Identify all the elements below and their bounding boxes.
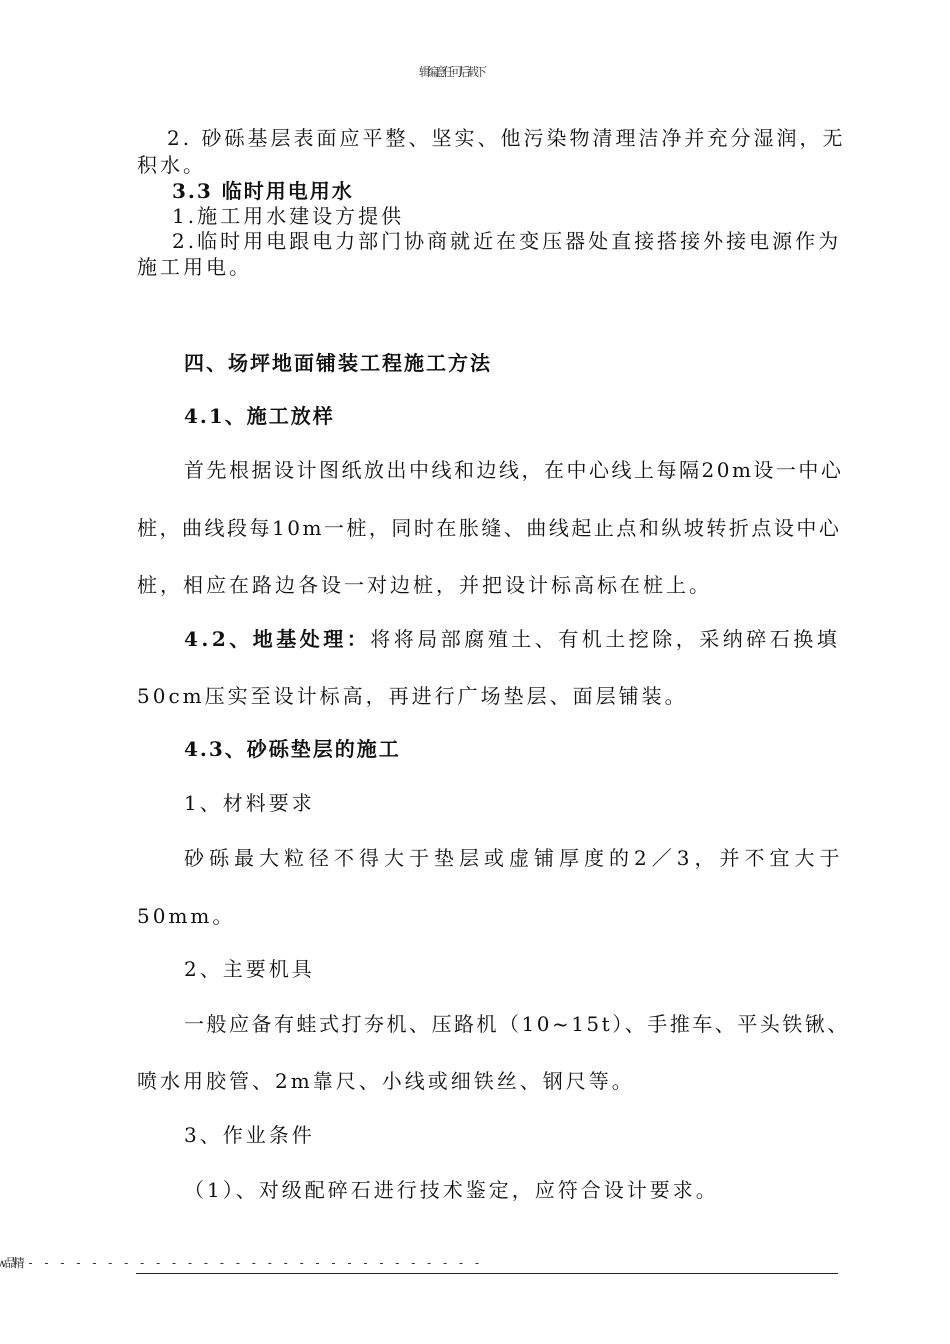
- section-heading-4: 四、场坪地面铺装工程施工方法: [184, 351, 492, 375]
- paragraph-line: 1.施工用水建设方提供: [172, 204, 405, 228]
- paragraph-line: 施工用电。: [137, 255, 252, 279]
- paragraph-line: 2. 砂砾基层表面应平整、坚实、他污染物清理洁净并充分湿润，无: [167, 126, 846, 150]
- paragraph-line: 砂砾最大粒径不得大于垫层或虚铺厚度的2／3，并不宜大于: [184, 846, 845, 870]
- paragraph-line: 50cm压实至设计标高，再进行广场垫层、面层铺装。: [137, 684, 688, 708]
- section-heading-4-3: 4.3、砂砾垫层的施工: [184, 737, 401, 761]
- paragraph-line: 桩，相应在路边各设一对边桩，并把设计标高标在桩上。: [137, 573, 712, 597]
- footer-rule: [136, 1273, 838, 1274]
- subheading-tools: 2、主要机具: [184, 957, 315, 981]
- paragraph-line: 喷水用胶管、2m靠尺、小线或细铁丝、钢尺等。: [137, 1069, 635, 1093]
- paragraph-line: 50mm。: [137, 904, 236, 928]
- section-heading-3-3: 3.3 临时用电用水: [172, 179, 354, 203]
- paragraph-line: 积水。: [137, 153, 206, 177]
- paragraph-text: 将将局部腐殖土、有机土挖除，采纳碎石换填: [370, 627, 841, 651]
- page-footer: [0, 1257, 950, 1269]
- paragraph-line: 桩，曲线段每10m一桩，同时在胀缝、曲线起止点和纵坡转折点设中心: [137, 516, 842, 540]
- paragraph-4-2: [184, 629, 840, 649]
- paragraph-line: 2.临时用电跟电力部门协商就近在变压器处直接搭接外接电源作为: [172, 229, 842, 253]
- section-heading-4-1: 4.1、施工放样: [184, 404, 335, 428]
- subheading-conditions: 3、作业条件: [184, 1123, 315, 1147]
- paragraph-line: 首先根据设计图纸放出中线和边线，在中心线上每隔20m设一中心: [184, 458, 844, 482]
- paragraph-line: 一般应备有蛙式打夯机、压路机（10~15t）、手推车、平头铁锹、: [184, 1012, 850, 1036]
- page-header: [0, 66, 950, 78]
- section-label-4-2: 4.2、地基处理：: [184, 627, 371, 651]
- list-item: （1）、对级配碎石进行技术鉴定，应符合设计要求。: [184, 1178, 719, 1202]
- subheading-materials: 1、材料要求: [184, 791, 315, 815]
